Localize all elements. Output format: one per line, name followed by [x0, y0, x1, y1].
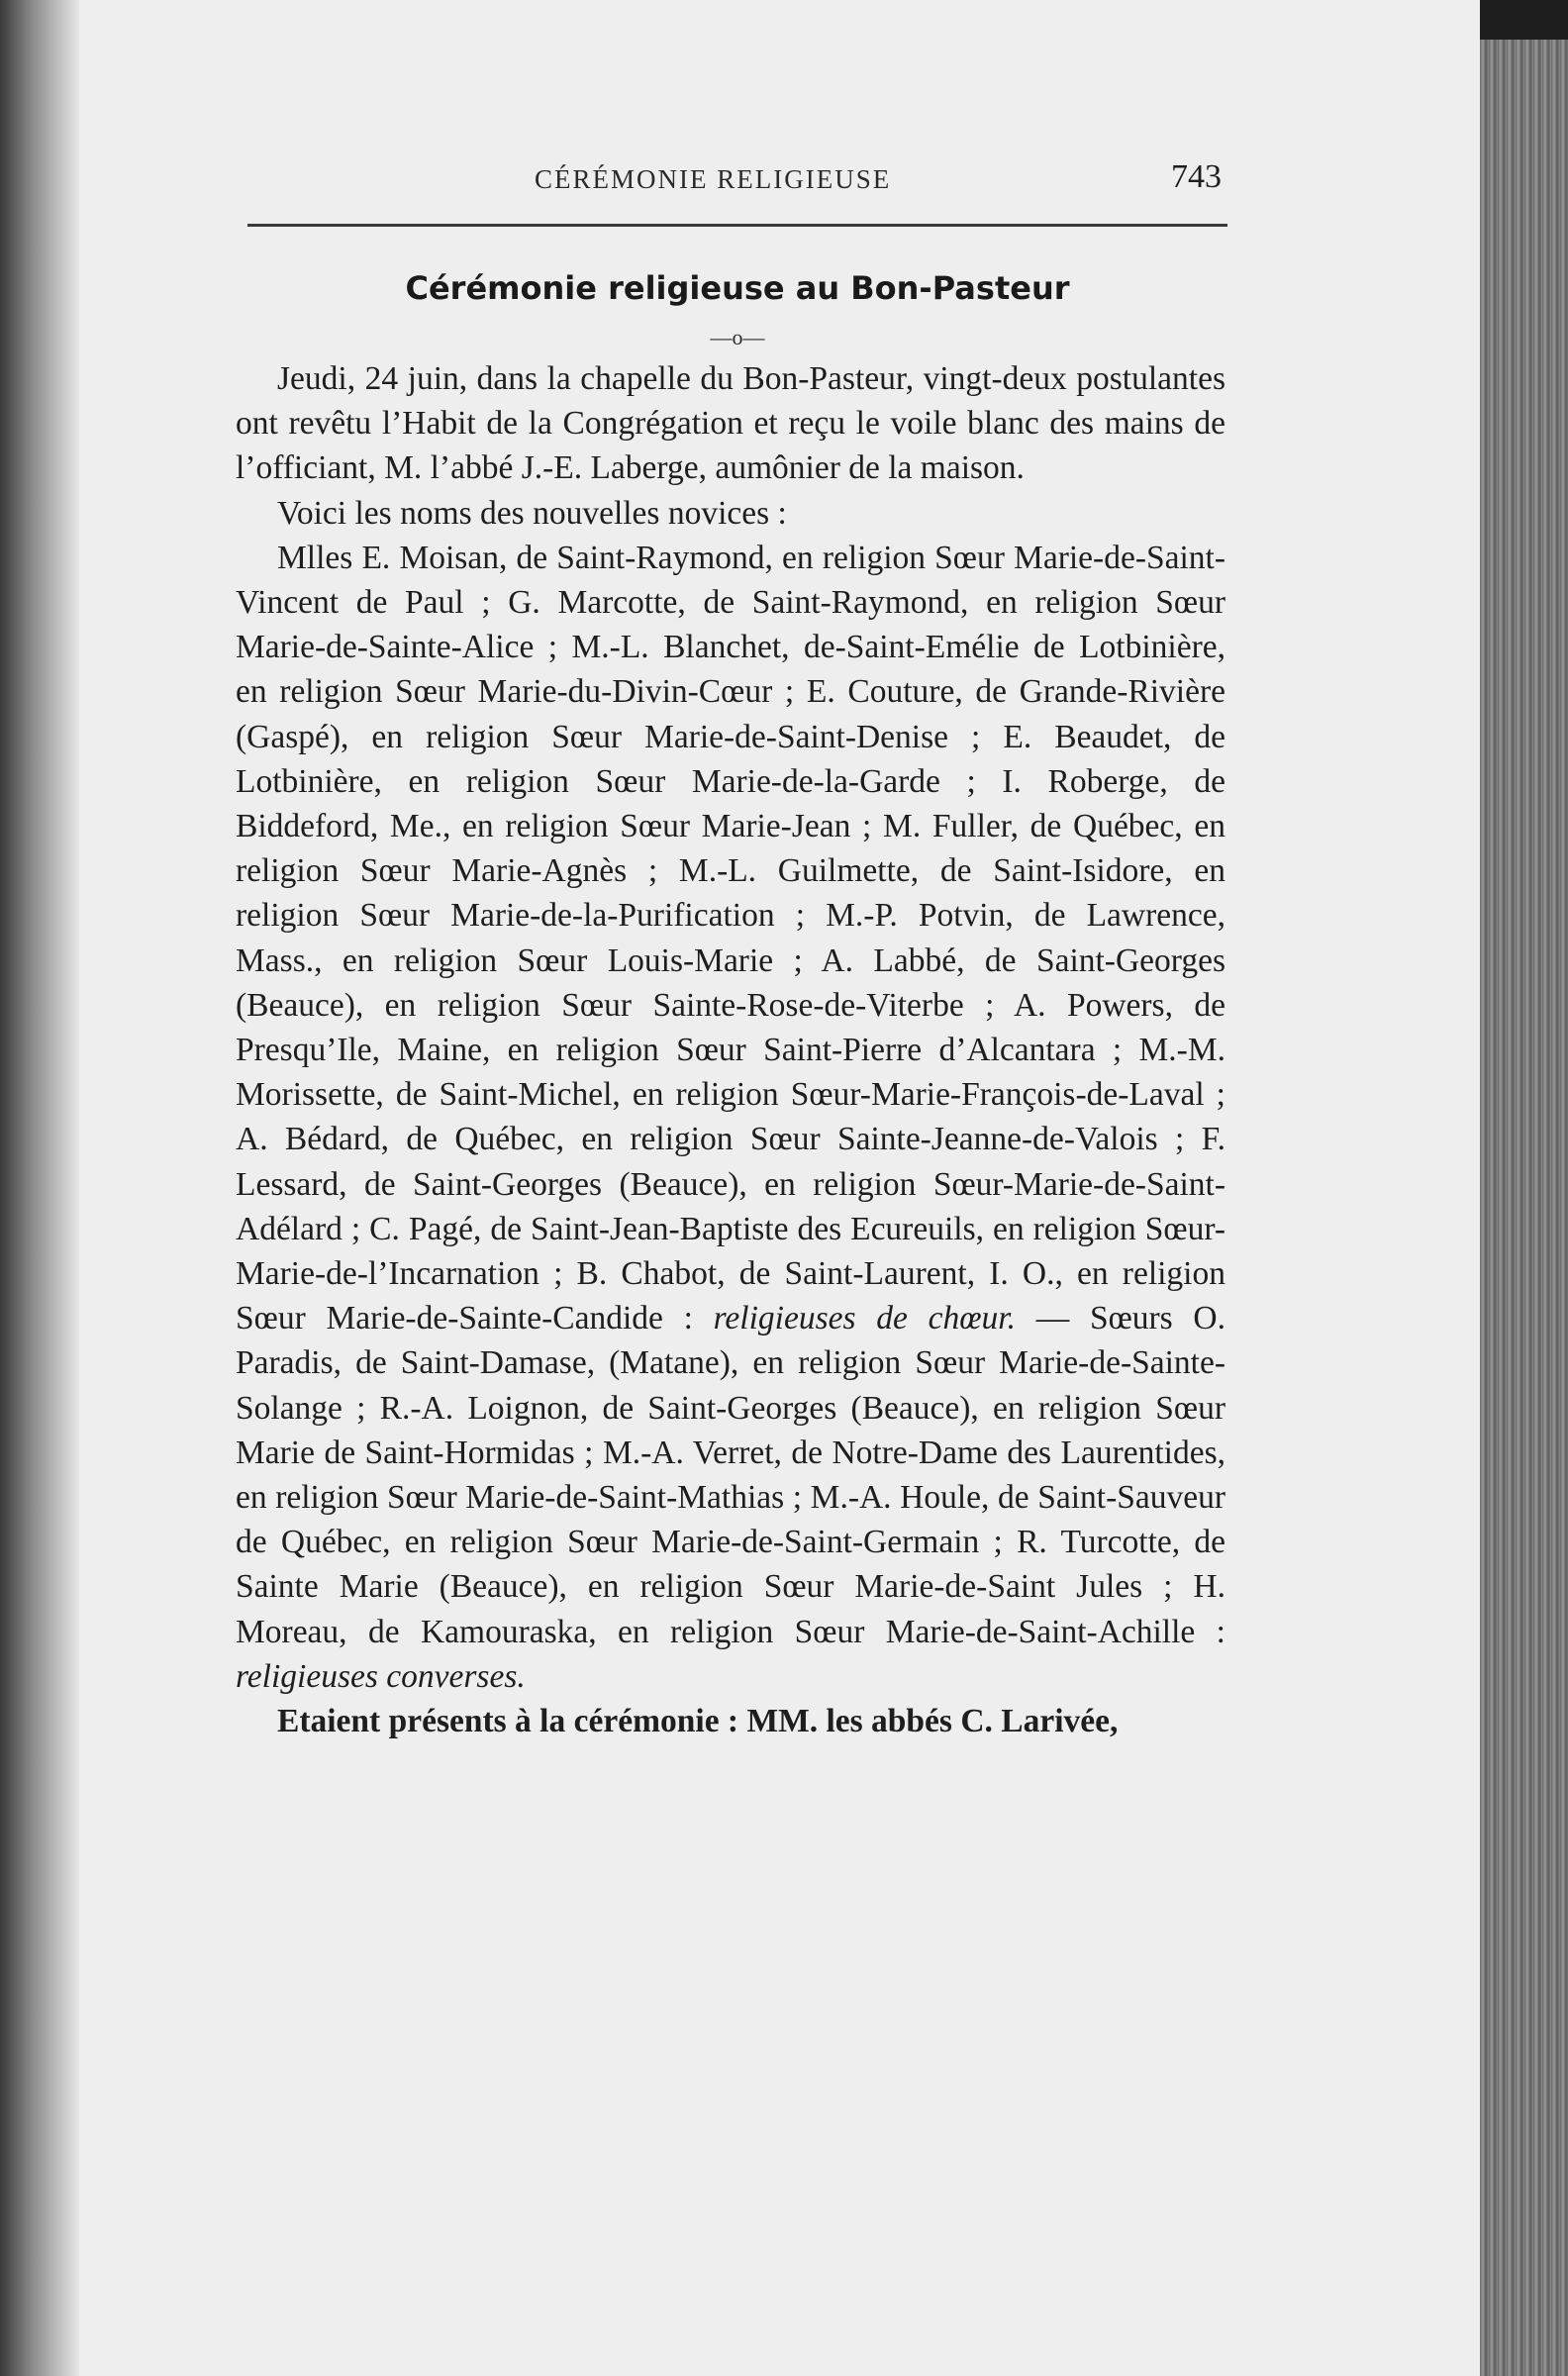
paragraph-intro: Jeudi, 24 juin, dans la chapelle du Bon-Pasteur, vingt-deux postulantes ont revêtu l’Habit de la Congrégation et reçu le voile blanc des mains de l’officiant, M. l’abbé J.-E. Laberge, aumônier de la maison. [236, 360, 1225, 487]
left-page-gutter [0, 0, 79, 2376]
novices-list-part2: — Sœurs O. Paradis, de Saint-Damase, (Matane), en religion Sœur Marie-de-Sainte-Solange ; R.-A. Loignon, de Saint-Georges (Beauce), en religion Sœur Marie de Saint-Hormidas ; M.-A. Verret, de Notre-Dame des Laurentides, en religion Sœur Marie-de-Saint-Mathias ; M.-A. Houle, de Saint-Sauveur de Québec, en religion Sœur Marie-de-Saint-Germain ; R. Turcotte, de Sainte Marie (Beauce), en religion Sœur Marie-de-Saint Jules ; H. Moreau, de Kamouraska, en religion Sœur Marie-de-Saint-Achille : [236, 1300, 1226, 1650]
article-heading: Cérémonie religieuse au Bon-Pasteur [405, 269, 1070, 307]
book-page-edges [1480, 40, 1568, 2376]
paragraph-novices-list [236, 536, 1225, 1699]
italic-choir-nuns: religieuses de chœur. [713, 1300, 1017, 1337]
italic-lay-sisters: religieuses converses. [236, 1657, 526, 1695]
page-number: 743 [1171, 158, 1222, 195]
novices-list-part1: Mlles E. Moisan, de Saint-Raymond, en religion Sœur Marie-de-Saint-Vincent de Paul ; G. Marcotte, de Saint-Raymond, en religion Sœur Marie-de-Sainte-Alice ; M.-L. Blanchet, de-Saint-Emélie de Lotbinière, en religion Sœur Marie-du-Divin-Cœur ; E. Couture, de Grande-Rivière (Gaspé), en religion Sœur Marie-de-Saint-Denise ; E. Beaudet, de Lotbinière, en religion Sœur Marie-de-la-Garde ; I. Roberge, de Biddeford, Me., en religion Sœur Marie-Jean ; M. Fuller, de Québec, en religion Sœur Marie-Agnès ; M.-L. Guilmette, de Saint-Isidore, en religion Sœur Marie-de-la-Purification ; M.-P. Potvin, de Lawrence, Mass., en religion Sœur Louis-Marie ; A. Labbé, de Saint-Georges (Beauce), en religion Sœur Sainte-Rose-de-Viterbe ; A. Powers, de Presqu’Ile, Maine, en religion Sœur Saint-Pierre d’Alcantara ; M.-M. Morissette, de Saint-Michel, en religion Sœur-Marie-François-de-Laval ; A. Bédard, de Québec, en religion Sœur Sainte-Jeanne-de-Valois ; F. Lessard, de Saint-Georges (Beauce), en religion Sœur-Marie-de-Saint-Adélard ; C. Pagé, de Saint-Jean-Baptiste des Ecureuils, en religion Sœur-Marie-de-l’Incarnation ; B. Chabot, de Saint-Laurent, I. O., en religion Sœur Marie-de-Sainte-Candide : [236, 539, 1225, 1337]
book-edge-top [1480, 0, 1568, 40]
paragraph-novices-intro: Voici les noms des nouvelles novices : [277, 494, 787, 532]
header-rule [247, 224, 1227, 227]
paragraph-attendees: Etaient présents à la cérémonie : MM. les abbés C. Larivée, [277, 1703, 1119, 1740]
article-body [236, 356, 1225, 1743]
running-head [247, 158, 1227, 208]
heading-ornament: —o— [710, 325, 765, 349]
running-head-title: CÉRÉMONIE RELIGIEUSE [535, 164, 892, 194]
